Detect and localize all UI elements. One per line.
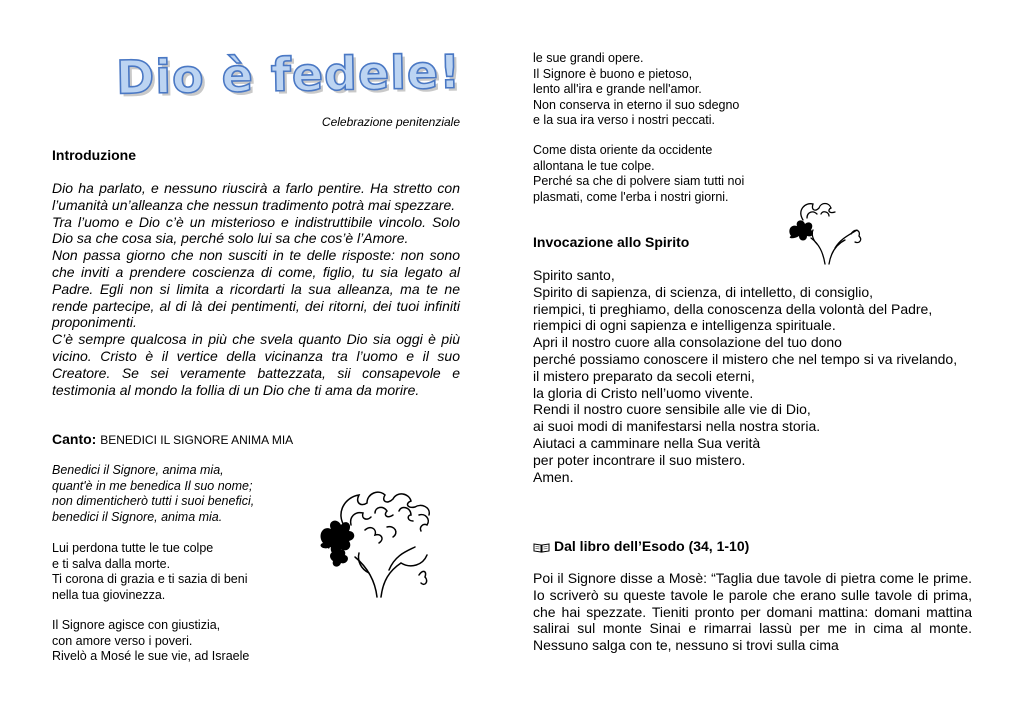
- esodo-heading-text: Dal libro dell’Esodo (34, 1-10): [554, 538, 750, 554]
- prayer-line: Aiutaci a camminare nella Sua verità: [533, 434, 761, 451]
- verse-line: non dimenticherò tutti i suoi benefici,: [52, 494, 255, 509]
- verse-line: e la sua ira verso i nostri peccati.: [533, 113, 716, 128]
- prayer-line: per poter incontrare il suo mistero.: [533, 451, 746, 468]
- canto-stanza-2: [52, 541, 247, 603]
- prayer-line: la gloria di Cristo nell’uomo vivente.: [533, 384, 754, 401]
- esodo-text: Poi il Signore disse a Mosè: “Taglia due tavole di pietra come le prime. Io scriverò su queste tavole le parole che erano sulle tavole di prima, che hai spezzate. Tieniti pronto per domani mattina: domani mattina salirai sul monte Sinai e rimarrai lassù per me in cima al monte. Nessuno salga con te, nessuno si trovi sulla cima: [533, 570, 972, 654]
- invocazione-text: [533, 267, 972, 485]
- book-icon: [533, 542, 550, 553]
- verse-line: Rivelò a Mosé le sue vie, ad Israele: [52, 649, 250, 664]
- verse-line: nella tua giovinezza.: [52, 587, 166, 602]
- verse-line: Come dista oriente da occidente: [533, 143, 713, 157]
- prayer-line: ai suoi modi di manifestarsi nella nostra storia.: [533, 418, 821, 435]
- intro-paragraph: Non passa giorno che non susciti in te delle risposte: non sono che inviti a prendere coscienza di come, figlio, tu sia legato al Padre. Egli non si limita a ricordarti la sua alleanza, ma te ne rende partecipe, al di là dei pentimenti, dei ritorni, dei tuoi infiniti proponimenti.: [52, 247, 460, 331]
- canto-label: Canto:: [52, 431, 97, 447]
- intro-text: [52, 180, 460, 398]
- invocazione-heading: Invocazione allo Spirito: [533, 234, 690, 250]
- intro-paragraph: Tra l’uomo e Dio c’è un misterioso e indistruttibile vincolo. Solo Dio sa che cosa sia, perché solo lui sa che cos’è l’Amore.: [52, 213, 460, 247]
- verse-line: Il Signore è buono e pietoso,: [533, 66, 693, 81]
- verse-line: benedici il Signore, anima mia.: [52, 509, 223, 524]
- spirit-flame-illustration: [785, 200, 875, 266]
- canto-stanza-1: [52, 463, 254, 525]
- dove-flame-illustration: [315, 485, 465, 600]
- canto-heading: [52, 431, 293, 447]
- verse-line: allontana le tue colpe.: [533, 158, 655, 173]
- canto-title: BENEDICI IL SIGNORE ANIMA MIA: [100, 433, 294, 447]
- right-page: [512, 0, 1024, 724]
- intro-paragraph: Dio ha parlato, e nessuno riuscirà a farlo pentire. Ha stretto con l’umanità un’alleanza che nessun tradimento potrà mai spezzare.: [52, 180, 460, 213]
- verse-line: e ti salva dalla morte.: [52, 556, 171, 571]
- prayer-line: Spirito di sapienza, di scienza, di intelletto, di consiglio,: [533, 283, 874, 300]
- prayer-line: riempici di ogni sapienza e intelligenza spirituale.: [533, 317, 836, 334]
- prayer-line: Spirito santo,: [533, 267, 615, 283]
- verse-line: Il Signore agisce con giustizia,: [52, 618, 221, 632]
- verse-line: le sue grandi opere.: [533, 51, 644, 65]
- verse-line: Benedici il Signore, anima mia,: [52, 463, 224, 477]
- intro-heading: Introduzione: [52, 147, 136, 163]
- prayer-line: il mistero preparato da secoli eterni,: [533, 367, 755, 384]
- subtitle: Celebrazione penitenziale: [321, 115, 460, 129]
- prayer-line: riempici, ti preghiamo, della conoscenza della volontà del Padre,: [533, 300, 933, 317]
- prayer-line: Amen.: [533, 468, 574, 485]
- verse-line: Lui perdona tutte le tue colpe: [52, 541, 214, 555]
- verse-line: con amore verso i poveri.: [52, 633, 193, 648]
- esodo-heading: [533, 538, 749, 554]
- prayer-line: Apri il nostro cuore alla consolazione del tuo dono: [533, 334, 842, 351]
- verse-line: Perché sa che di polvere siam tutti noi: [533, 174, 745, 189]
- verse-line: Ti corona di grazia e ti sazia di beni: [52, 572, 248, 587]
- intro-paragraph: C’è sempre qualcosa in più che svela quanto Dio sia oggi è più vicino. Cristo è il vertice della vicinanza tra l’uomo e il suo Creatore. Se sei veramente battezzata, sii consapevole e testimonia al mondo la follia di un Dio che ti ama da morire.: [52, 331, 460, 398]
- verse-line: Non conserva in eterno il suo sdegno: [533, 97, 740, 112]
- page-title: Dio è fedele!: [115, 44, 462, 105]
- prayer-line: Rendi il nostro cuore sensibile alle vie di Dio,: [533, 401, 811, 418]
- verse-line: plasmati, come l'erba i nostri giorni.: [533, 189, 729, 204]
- canto-stanza-5: [533, 143, 744, 205]
- canto-stanza-3: [52, 618, 249, 665]
- prayer-line: perché possiamo conoscere il mistero che nel tempo si va rivelando,: [533, 350, 958, 367]
- verse-line: lento all'ira e grande nell'amor.: [533, 82, 702, 97]
- verse-line: quant'è in me benedica Il suo nome;: [52, 478, 253, 493]
- canto-stanza-4: [533, 51, 739, 129]
